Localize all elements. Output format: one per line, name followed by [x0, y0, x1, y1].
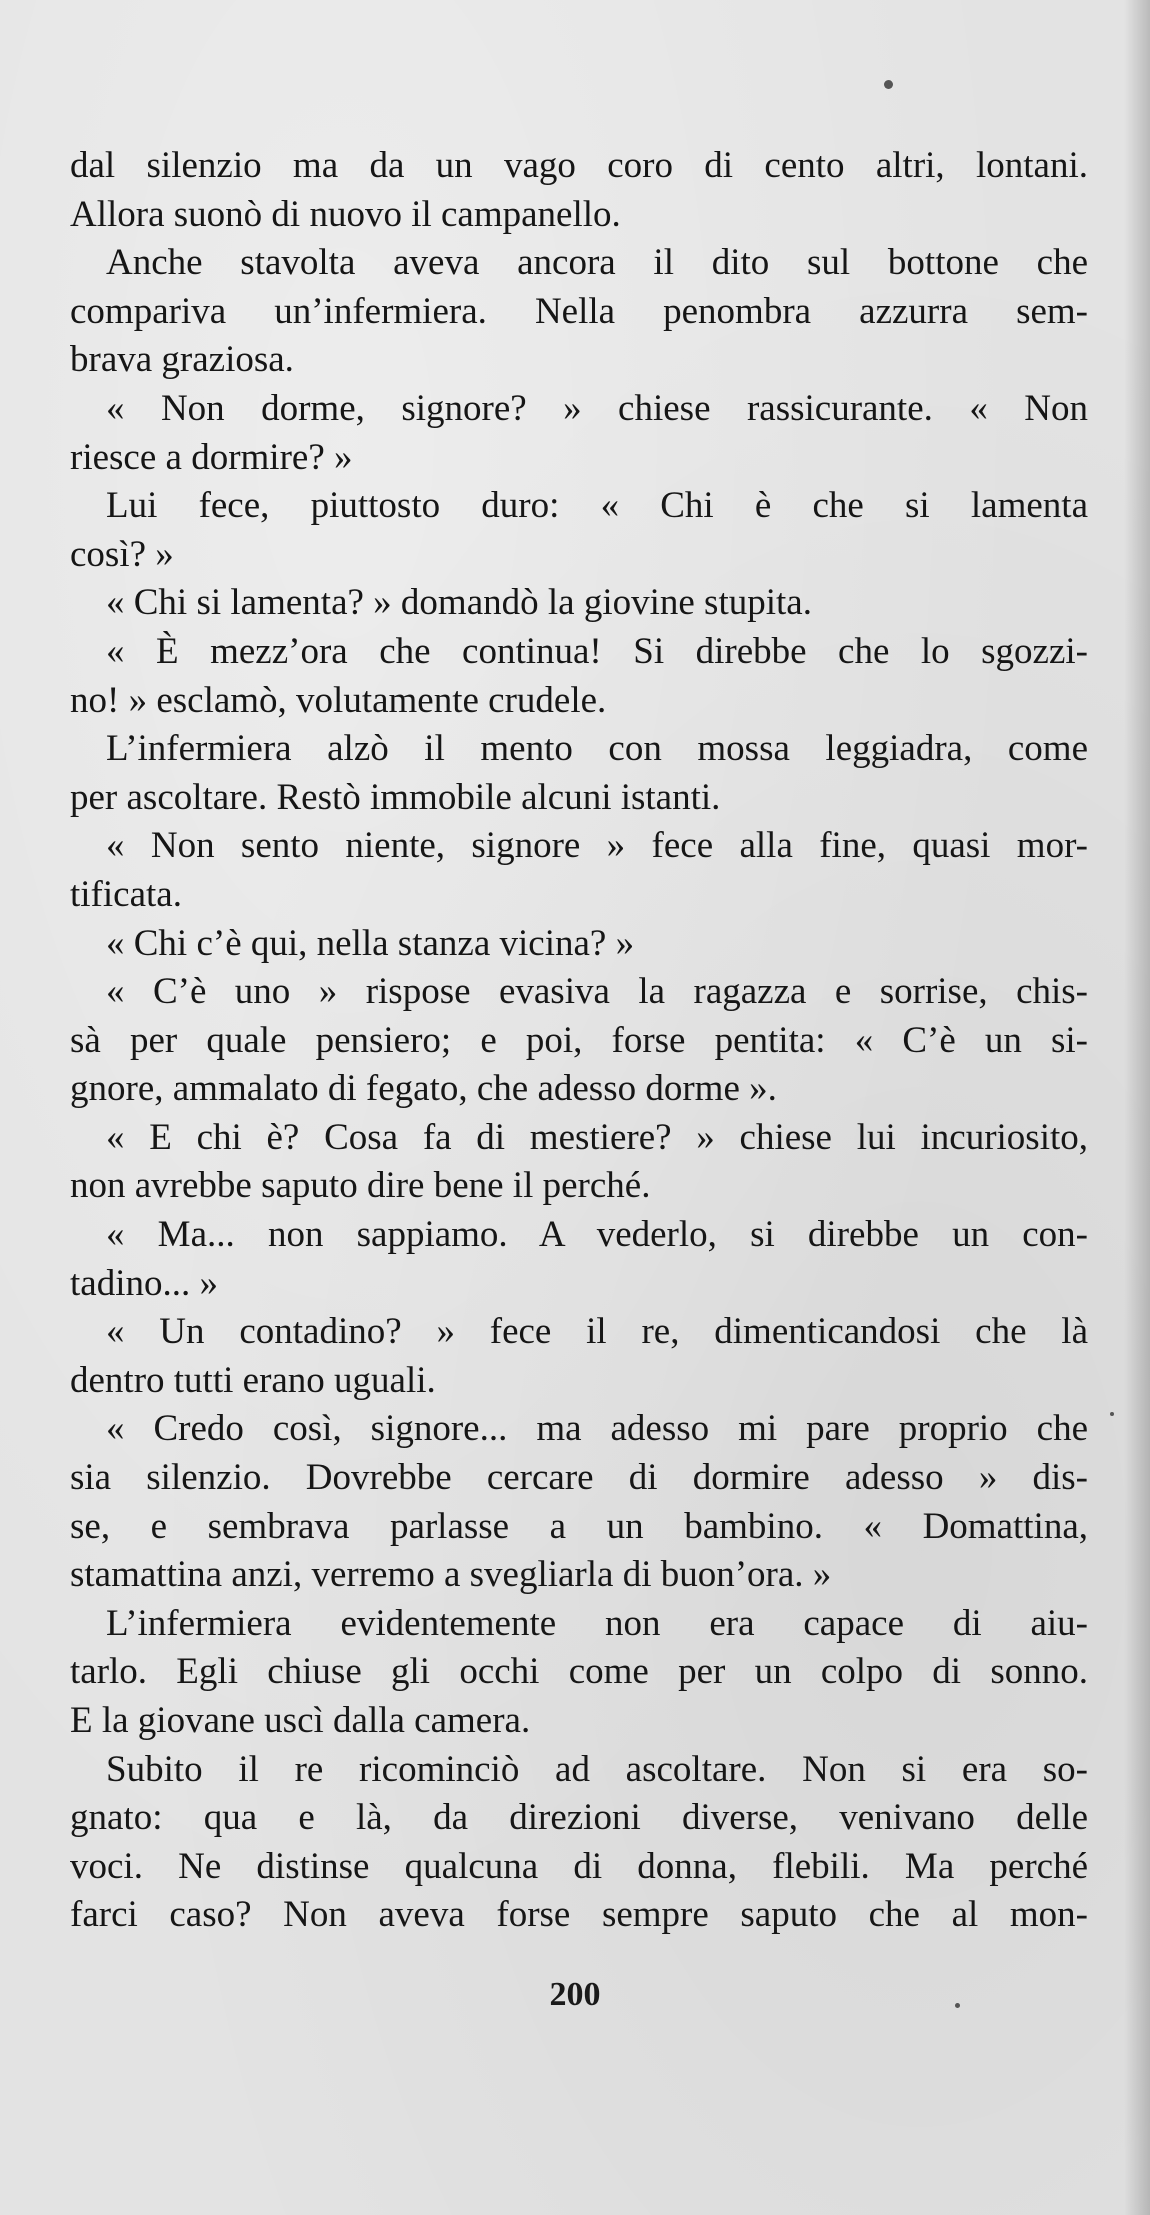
- text-line: no! » esclamò, volutamente crudele.: [70, 679, 607, 721]
- text-line: stamattina anzi, verremo a svegliarla di buon’ora. »: [70, 1554, 832, 1596]
- text-line: gnato: qua e là, da direzioni diverse, venivano delle: [70, 1797, 1088, 1839]
- text-line: farci caso? Non aveva forse sempre saputo che al mon-: [70, 1894, 1088, 1936]
- text-line: Anche stavolta aveva ancora il dito sul bottone che: [106, 242, 1088, 284]
- text-line: E la giovane uscì dalla camera.: [70, 1700, 531, 1741]
- text-line: se, e sembrava parlasse a un bambino. « Domattina,: [70, 1505, 1088, 1547]
- text-line: sia silenzio. Dovrebbe cercare di dormire adesso » dis-: [70, 1457, 1088, 1499]
- body-text: [70, 142, 1088, 1940]
- text-line: per ascoltare. Restò immobile alcuni istanti.: [70, 776, 721, 818]
- text-line: tadino... »: [70, 1262, 218, 1304]
- text-line: dal silenzio ma da un vago coro di cento altri, lontani.: [70, 145, 1088, 186]
- page-number: 200: [549, 1976, 601, 2013]
- text-line: gnore, ammalato di fegato, che adesso dorme ».: [70, 1068, 777, 1110]
- text-line: « Non sento niente, signore » fece alla fine, quasi mor-: [106, 825, 1088, 867]
- paper-speck: [955, 2003, 960, 2008]
- text-line: « E chi è? Cosa fa di mestiere? » chiese lui incuriosito,: [106, 1116, 1088, 1158]
- text-line: « Chi si lamenta? » domandò la giovine stupita.: [106, 582, 812, 624]
- text-line: sà per quale pensiero; e poi, forse pentita: « C’è un si-: [70, 1019, 1088, 1061]
- text-line: non avrebbe saputo dire bene il perché.: [70, 1165, 651, 1207]
- text-line: tificata.: [70, 873, 182, 915]
- paper-speck: [1110, 1412, 1114, 1416]
- text-line: dentro tutti erano uguali.: [70, 1359, 436, 1401]
- text-line: « Non dorme, signore? » chiese rassicurante. « Non: [106, 387, 1088, 429]
- text-line: « È mezz’ora che continua! Si direbbe che lo sgozzi-: [106, 630, 1088, 672]
- text-line: « Chi c’è qui, nella stanza vicina? »: [106, 922, 635, 964]
- text-line: brava graziosa.: [70, 339, 294, 381]
- text-line: « C’è uno » rispose evasiva la ragazza e sorrise, chis-: [106, 971, 1088, 1013]
- text-line: Subito il re ricominciò ad ascoltare. Non si era so-: [106, 1748, 1088, 1790]
- text-line: voci. Ne distinse qualcuna di donna, flebili. Ma perché: [70, 1845, 1088, 1887]
- text-line: così? »: [70, 533, 174, 575]
- paper-speck: [884, 80, 893, 89]
- text-line: Allora suonò di nuovo il campanello.: [70, 193, 621, 235]
- text-line: « Un contadino? » fece il re, dimenticandosi che là: [106, 1311, 1088, 1353]
- text-line: L’infermiera evidentemente non era capace di aiu-: [106, 1602, 1088, 1644]
- page-edge-shadow: [1124, 0, 1150, 2215]
- text-line: « Ma... non sappiamo. A vederlo, si direbbe un con-: [106, 1214, 1088, 1256]
- text-line: tarlo. Egli chiuse gli occhi come per un colpo di sonno.: [70, 1651, 1088, 1693]
- text-line: Lui fece, piuttosto duro: « Chi è che si lamenta: [106, 485, 1088, 527]
- text-line: « Credo così, signore... ma adesso mi pare proprio che: [106, 1408, 1088, 1450]
- text-line: L’infermiera alzò il mento con mossa leggiadra, come: [106, 728, 1088, 770]
- text-line: riesce a dormire? »: [70, 436, 353, 478]
- text-line: compariva un’infermiera. Nella penombra azzurra sem-: [70, 290, 1088, 332]
